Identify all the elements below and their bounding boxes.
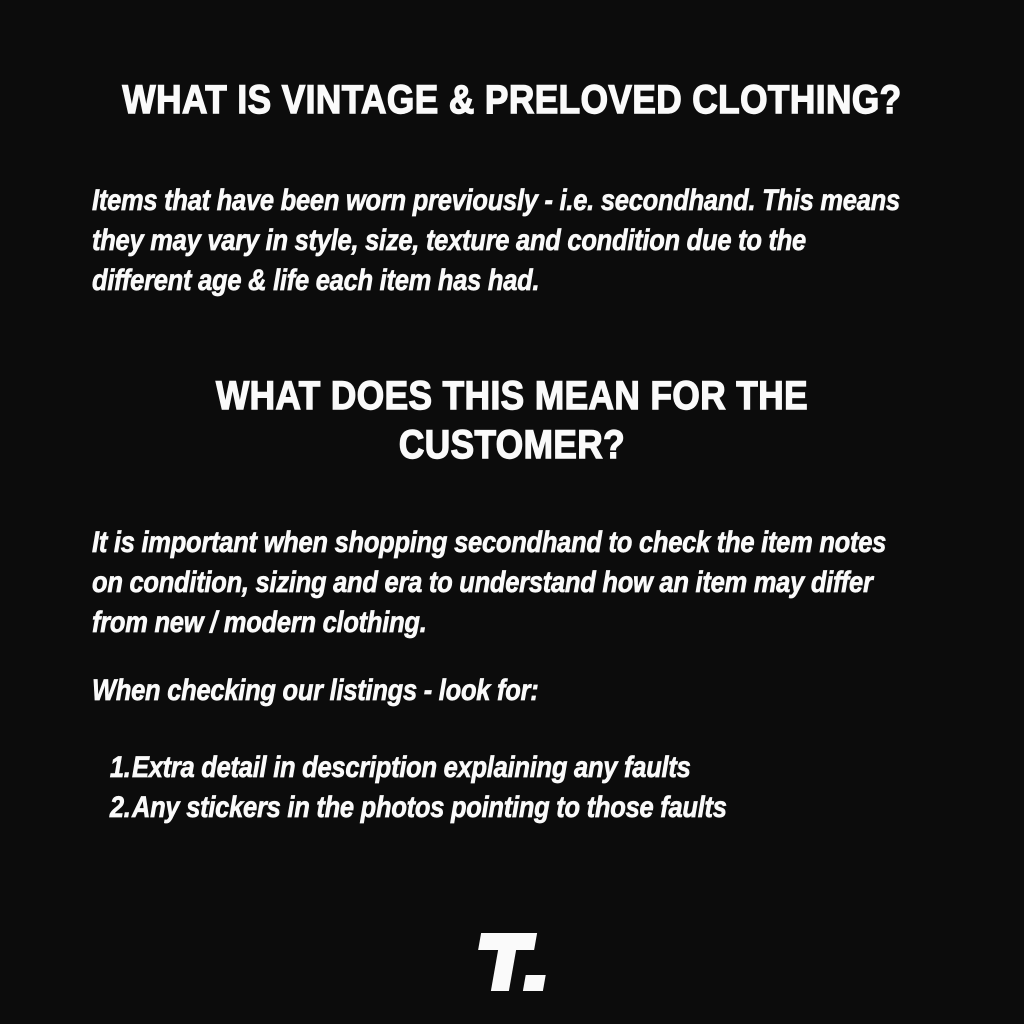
- page-title: WHAT IS VINTAGE & PRELOVED CLOTHING?: [122, 78, 902, 122]
- customer-heading-line-2: CUSTOMER?: [398, 423, 626, 467]
- customer-heading-line-1: WHAT DOES THIS MEAN FOR THE: [215, 374, 809, 418]
- brand-logo-t-icon: [471, 933, 553, 991]
- intro-paragraph: Items that have been worn previously - i.e. secondhand. This means they may vary in style, size, texture and condition due to the different age & life each item has had.: [92, 184, 900, 297]
- checklist-item-1-text: Extra detail in description explaining any faults: [131, 751, 691, 784]
- checklist-item-1-number: 1.: [109, 751, 131, 784]
- checklist-item-2-text: Any stickers in the photos pointing to those faults: [131, 791, 727, 824]
- logo-period-dot: [523, 975, 546, 991]
- checklist: [92, 748, 919, 828]
- customer-info-paragraph: It is important when shopping secondhand to check the item notes on condition, sizing and era to understand how an item may differ from new / modern clothing.: [92, 526, 887, 639]
- customer-heading: [61, 372, 962, 470]
- checklist-item-2-number: 2.: [109, 791, 131, 824]
- listings-lead-line: When checking our listings - look for:: [92, 674, 539, 707]
- checklist-item-1: [110, 748, 919, 788]
- checklist-item-2: [110, 788, 919, 828]
